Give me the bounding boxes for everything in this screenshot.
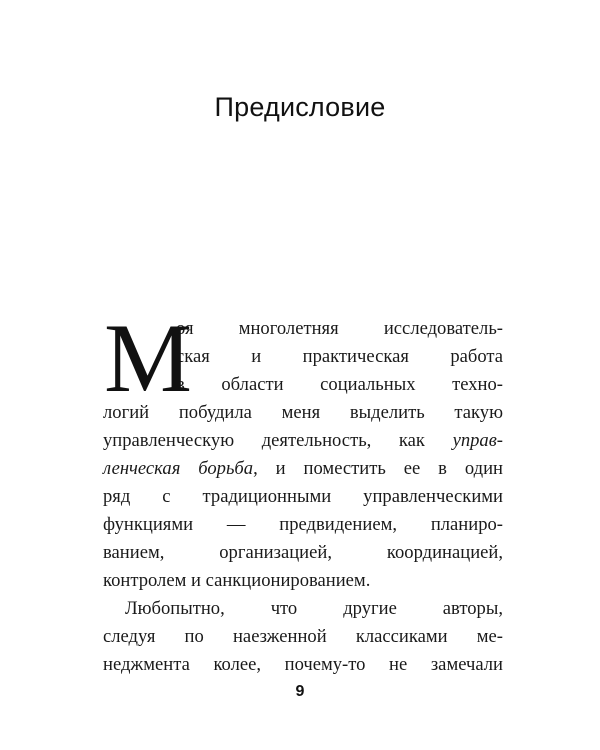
text-line: ряд с традиционными управленческими xyxy=(103,486,503,507)
text-line: Любопытно, что другие авторы, xyxy=(125,598,503,619)
text-line: в области социальных техно- xyxy=(176,374,503,395)
text-line: оя многолетняя исследователь- xyxy=(176,318,503,339)
italic-term: ленческая борьба xyxy=(103,458,254,479)
text-line: ская и практическая работа xyxy=(176,346,503,367)
text-line: ленческая борьба, и поместить ее в один xyxy=(103,458,504,479)
text-line: логий побудила меня выделить такую xyxy=(103,402,503,423)
text-line: следуя по наезженной классиками ме- xyxy=(103,626,503,647)
italic-term: управ- xyxy=(452,430,503,451)
text-line: неджмента колее, почему-то не замечали xyxy=(103,654,503,675)
chapter-title: Предисловие xyxy=(214,92,386,122)
text-line: контролем и санкционированием. xyxy=(103,570,371,591)
text-line: управленческую деятельность, как управ- xyxy=(103,430,503,451)
drop-cap: М xyxy=(104,304,193,413)
page-number: 9 xyxy=(295,683,305,700)
text-line: ванием, организацией, координацией, xyxy=(103,542,503,563)
body-text xyxy=(103,304,504,679)
text-line: функциями — предвидением, планиро- xyxy=(103,514,503,535)
